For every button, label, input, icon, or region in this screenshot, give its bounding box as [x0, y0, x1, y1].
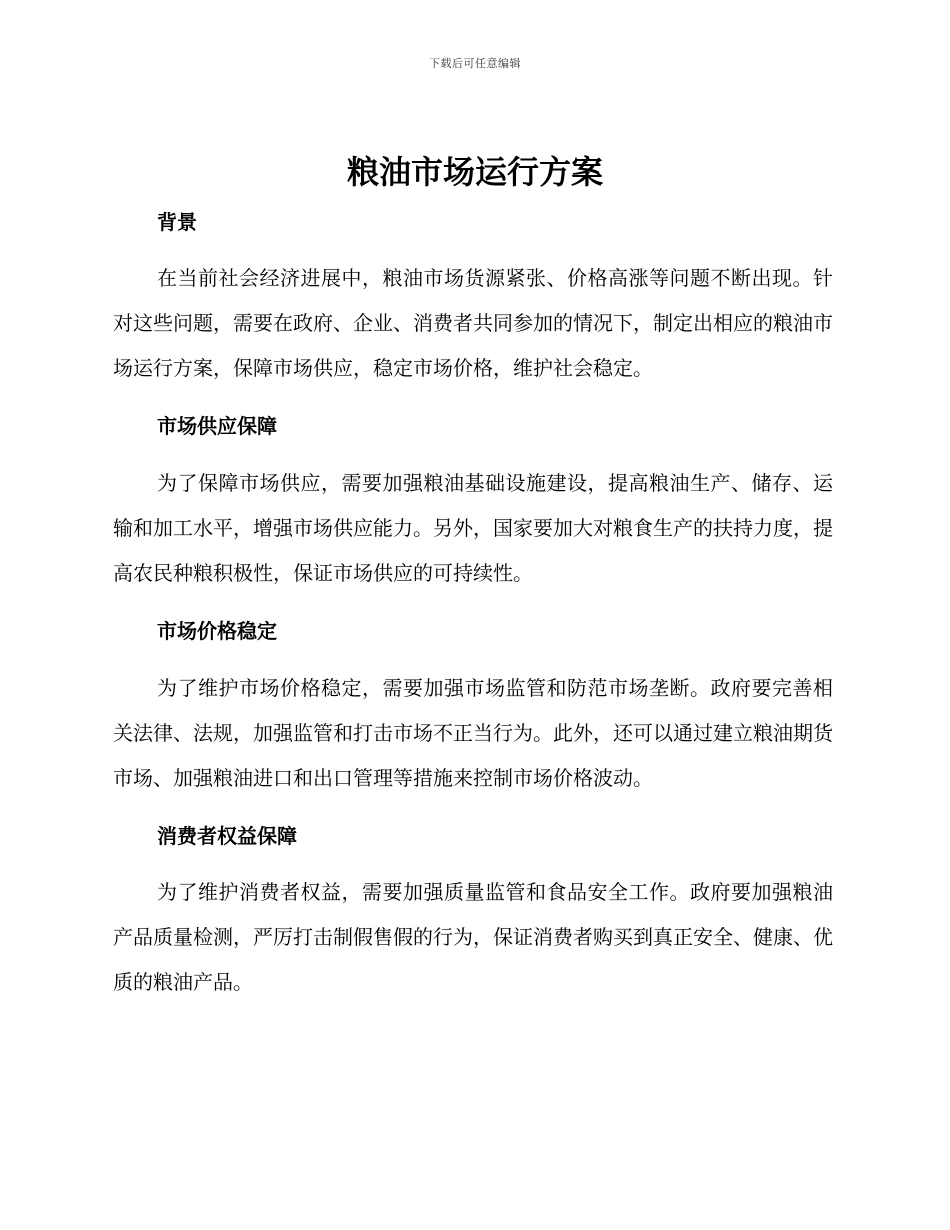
- header-note: 下载后可任意编辑: [429, 57, 521, 70]
- document-title: 粮油市场运行方案: [346, 153, 603, 191]
- section-heading-background: 背景: [157, 210, 197, 234]
- section-body-price: 为了维护市场价格稳定，需要加强市场监管和防范市场垄断。政府要完善相关法律、法规，加强监管和打击市场不正当行为。此外，还可以通过建立粮油期货市场、加强粮油进口和出口管理等措施来控制市场价格波动。: [113, 676, 833, 790]
- section-heading-supply: 市场供应保障: [157, 414, 277, 438]
- section-body-supply: 为了保障市场供应，需要加强粮油基础设施建设，提高粮油生产、储存、运输和加工水平，增强市场供应能力。另外，国家要加大对粮食生产的扶持力度，提高农民种粮积极性，保证市场供应的可持续性。: [113, 471, 833, 585]
- section-heading-consumer: 消费者权益保障: [157, 824, 297, 848]
- section-heading-price: 市场价格稳定: [157, 619, 277, 643]
- section-body-consumer: 为了维护消费者权益，需要加强质量监管和食品安全工作。政府要加强粮油产品质量检测，严厉打击制假售假的行为，保证消费者购买到真正安全、健康、优质的粮油产品。: [113, 880, 833, 994]
- section-body-background: 在当前社会经济进展中，粮油市场货源紧张、价格高涨等问题不断出现。针对这些问题，需要在政府、企业、消费者共同参加的情况下，制定出相应的粮油市场运行方案，保障市场供应，稳定市场价格，维护社会稳定。: [113, 266, 833, 380]
